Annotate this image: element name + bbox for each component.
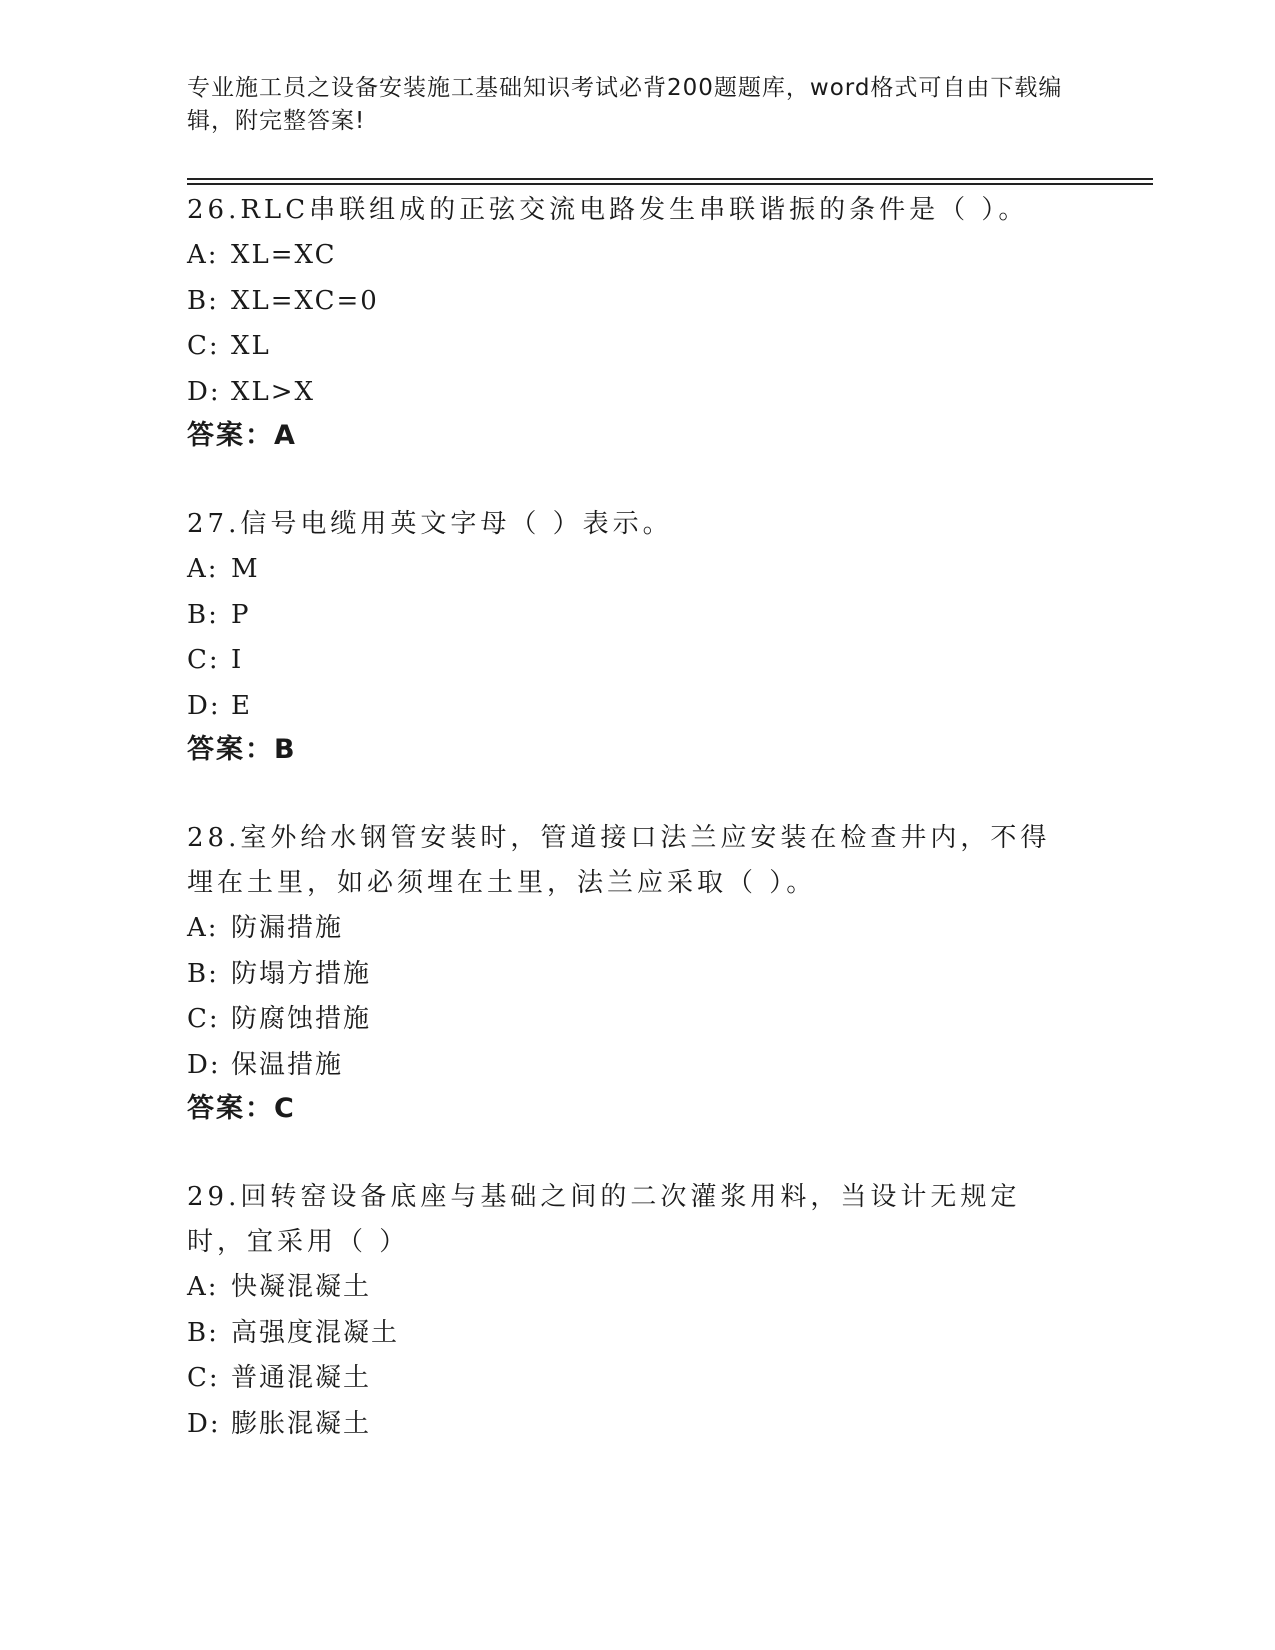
question-stem: 26.RLC串联组成的正弦交流电路发生串联谐振的条件是（ ）。 — [187, 195, 1029, 225]
question-29 — [187, 1175, 1077, 1447]
option-b: B: XL=XC=0 — [187, 285, 379, 316]
option-c: C: 普通混凝土 — [187, 1363, 372, 1393]
question-stem: 27.信号电缆用英文字母（ ）表示。 — [187, 509, 673, 539]
question-28 — [187, 816, 1077, 1130]
option-b: B: 防塌方措施 — [187, 958, 372, 989]
answer-line: 答案：A — [187, 420, 297, 451]
document-header: 专业施工员之设备安装施工基础知识考试必背200题题库，word格式可自由下载编辑，附完整答案! — [187, 75, 1063, 134]
option-c: C: XL — [187, 331, 271, 361]
option-b: B: 高强度混凝土 — [187, 1317, 400, 1348]
question-stem: 28.室外给水钢管安装时，管道接口法兰应安装在检查井内，不得埋在土里，如必须埋在土里，法兰应采取（ ）。 — [187, 823, 1051, 898]
answer-line: 答案：C — [187, 1093, 296, 1124]
option-d: D: E — [187, 690, 252, 721]
option-a: A: 快凝混凝土 — [187, 1272, 372, 1302]
question-stem: 29.回转窑设备底座与基础之间的二次灌浆用料，当设计无规定时，宜采用（ ） — [187, 1182, 1021, 1257]
option-c: C: I — [187, 645, 244, 675]
header-divider-top — [187, 178, 1153, 180]
answer-line: 答案：B — [187, 734, 297, 765]
option-c: C: 防腐蚀措施 — [187, 1004, 372, 1034]
option-a: A: XL=XC — [187, 240, 337, 270]
option-a: A: 防漏措施 — [187, 913, 344, 943]
header-divider-bottom — [187, 183, 1153, 185]
question-26 — [187, 188, 1077, 457]
question-27 — [187, 502, 1077, 771]
option-a: A: M — [187, 554, 260, 584]
option-b: B: P — [187, 599, 251, 630]
question-list — [187, 188, 1077, 1492]
option-d: D: 膨胀混凝土 — [187, 1408, 372, 1439]
option-d: D: 保温措施 — [187, 1049, 344, 1080]
option-d: D: XL>X — [187, 376, 316, 407]
